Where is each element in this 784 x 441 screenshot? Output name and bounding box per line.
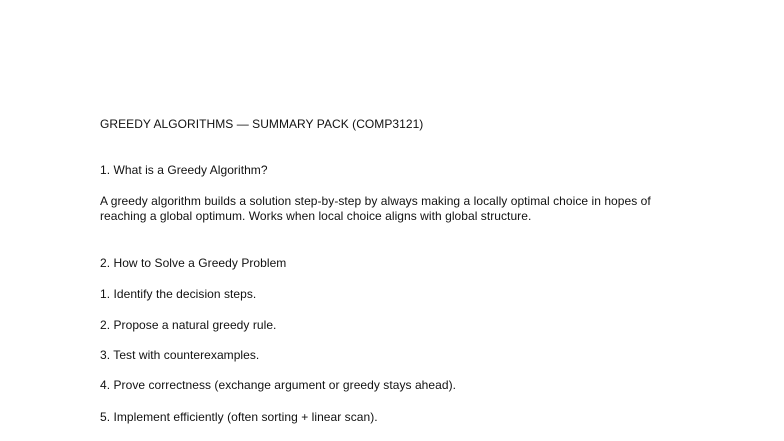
step-item: 3. Test with counterexamples. [100,348,260,362]
section-paragraph-line: A greedy algorithm builds a solution step-by-step by always making a locally optimal choice in hopes of [100,194,651,208]
step-item: 2. Propose a natural greedy rule. [100,318,277,332]
step-item: 1. Identify the decision steps. [100,287,257,301]
section-heading-what-is-greedy: 1. What is a Greedy Algorithm? [100,163,268,177]
section-paragraph-line: reaching a global optimum. Works when local choice aligns with global structure. [100,209,532,223]
step-item: 4. Prove correctness (exchange argument or greedy stays ahead). [100,378,457,392]
section-heading-how-to-solve: 2. How to Solve a Greedy Problem [100,256,287,270]
document-title: GREEDY ALGORITHMS — SUMMARY PACK (COMP3121) [100,117,424,131]
step-item: 5. Implement efficiently (often sorting + linear scan). [100,410,378,424]
